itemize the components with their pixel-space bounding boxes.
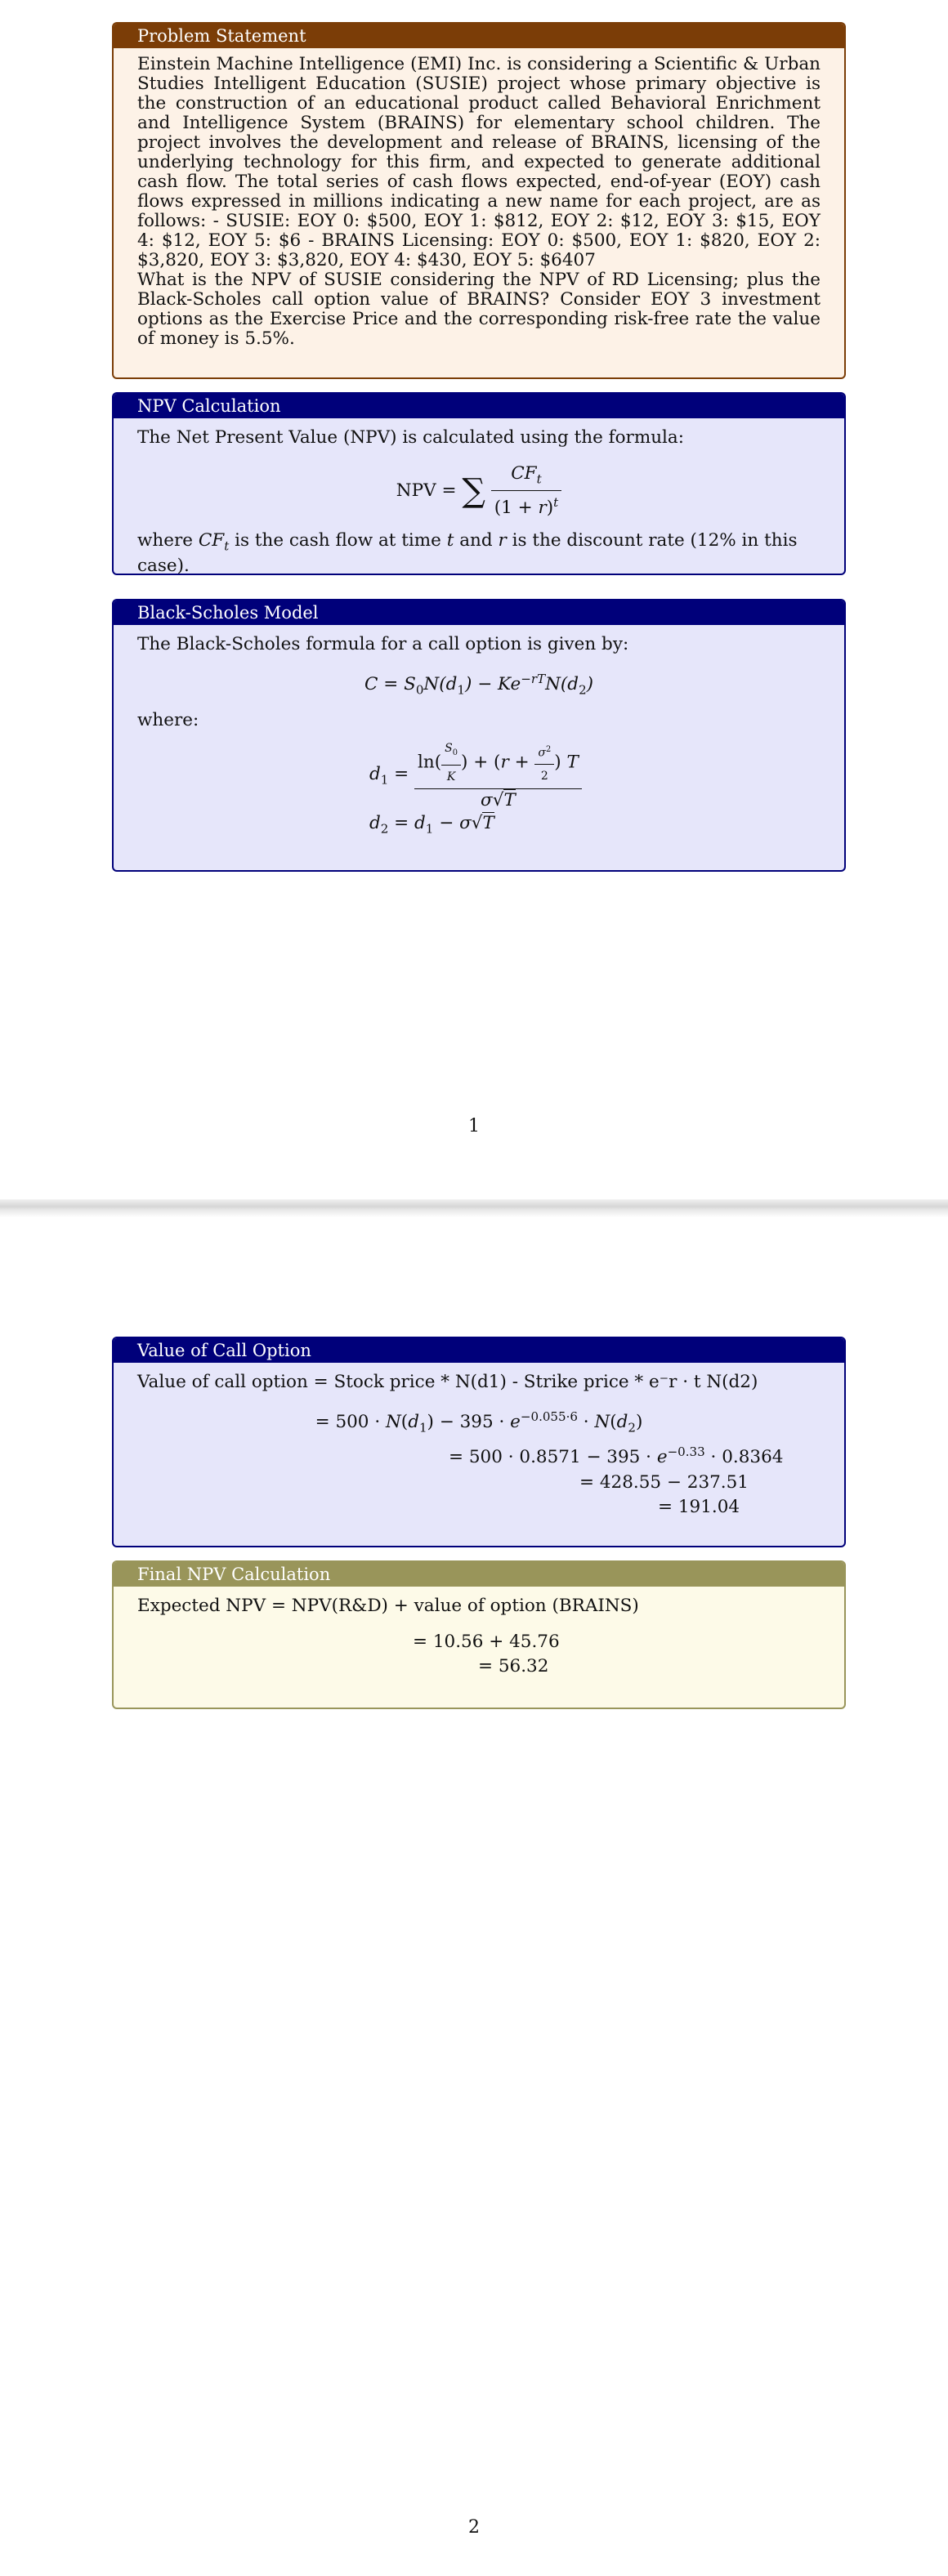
page-number: 1 [468, 1116, 480, 1136]
npv-where-line: where $CF_t$ is the cash flow at time t and r is the discount rate (12% in this case). [137, 530, 798, 575]
page-separator [0, 1199, 948, 1217]
page-2 [0, 1217, 948, 2576]
npv-intro: The Net Present Value (NPV) is calculated using the formula: [137, 427, 684, 448]
call-line: = 191.04 [658, 1496, 740, 1517]
problem-statement-box [112, 22, 846, 379]
black-scholes-intro: The Black-Scholes formula for a call option is given by: [137, 634, 629, 654]
black-scholes-box [112, 599, 846, 872]
npv-fraction: $\frac{CF_t}{(1 + r)^t}$ [491, 464, 561, 518]
d1-formula: $d_1$ = ln( $\frac{S_0}{K}$ ) + (r + $\frac{\sigma^2}{2}$ ) T σ√T [369, 739, 821, 810]
call-option-derivation [137, 1407, 821, 1517]
final-npv-box [112, 1560, 846, 1709]
problem-statement-title: Problem Statement [114, 24, 844, 48]
call-line: = $500 \cdot N(d_1) - 395 \cdot e^{-0.055\cdot 6} \cdot N(d_2)$ [315, 1409, 643, 1435]
call-line: = 428.55 − 237.51 [579, 1471, 749, 1493]
d2-formula: $d_2 = d_1 - \sigma√T$ [369, 813, 494, 837]
npv-calculation-title: NPV Calculation [114, 394, 844, 418]
black-scholes-formula: $C = S_0N(d_1) - Ke^{-rT}N(d_2)$ [364, 672, 594, 698]
black-scholes-body [114, 625, 844, 849]
call-line: = $500 \cdot 0.8571 - 395 \cdot e^{-0.33} \cdot 0.8364$ [449, 1444, 784, 1468]
npv-formula: NPV = ∑ $\frac{CF_t}{(1 + r)^t}$ [137, 464, 821, 518]
call-option-intro: Value of call option = Stock price * N(d1) - Strike price * e⁻r · t N(d2) [137, 1372, 758, 1392]
summation-symbol: ∑ [462, 472, 485, 511]
page-number: 2 [468, 2517, 480, 2538]
final-npv-line: = 10.56 + 45.76 [413, 1632, 560, 1652]
problem-statement-paragraph: Einstein Machine Intelligence (EMI) Inc. is considering a Scientific & Urban Studies Intelligent Education (SUSIE) project whose primary objective is the construction of an educational product called Behavioral Enrichment and Intelligence System (BRAINS) for elementary school children. The project involves the development and release of BRAINS, licensing of the underlying technology for this firm, and expected to generate additional cash flow. The total series of cash flows expected, end-of-year (EOY) cash flows expressed in millions indicating a new name for each project, are as follows: - SUSIE: EOY 0: $500, EOY 1: $812, EOY 2: $12, EOY 3: $15, EOY 4: $12, EOY 5: $6 - BRAINS Licensing: EOY 0: $500, EOY 1: $820, EOY 2: $3,820, EOY 3: $3,820, EOY 4: $430, EOY 5: $6407 [137, 54, 821, 270]
problem-statement-body [114, 48, 844, 359]
d1-fraction: ln( $\frac{S_0}{K}$ ) + (r + $\frac{\sigma^2}{2}$ ) T σ√T [414, 739, 582, 810]
final-npv-title: Final NPV Calculation [114, 1562, 844, 1587]
npv-calculation-box [112, 392, 846, 575]
page-1 [0, 0, 948, 1199]
call-option-body [114, 1363, 844, 1527]
npv-calculation-body [114, 418, 844, 575]
call-option-title: Value of Call Option [114, 1338, 844, 1363]
black-scholes-where: where: [137, 710, 199, 731]
call-option-box [112, 1337, 846, 1547]
problem-statement-question: What is the NPV of SUSIE considering the NPV of RD Licensing; plus the Black-Scholes call option value of BRAINS? Consider EOY 3 investment options as the Exercise Price and the corresponding risk-free rate the value of money is 5.5%. [137, 270, 821, 349]
black-scholes-title: Black-Scholes Model [114, 600, 844, 625]
final-npv-body [114, 1587, 844, 1686]
npv-formula-lhs: NPV [396, 480, 436, 502]
final-npv-line: = 56.32 [478, 1656, 549, 1676]
final-npv-intro: Expected NPV = NPV(R&D) + value of option (BRAINS) [137, 1596, 639, 1616]
